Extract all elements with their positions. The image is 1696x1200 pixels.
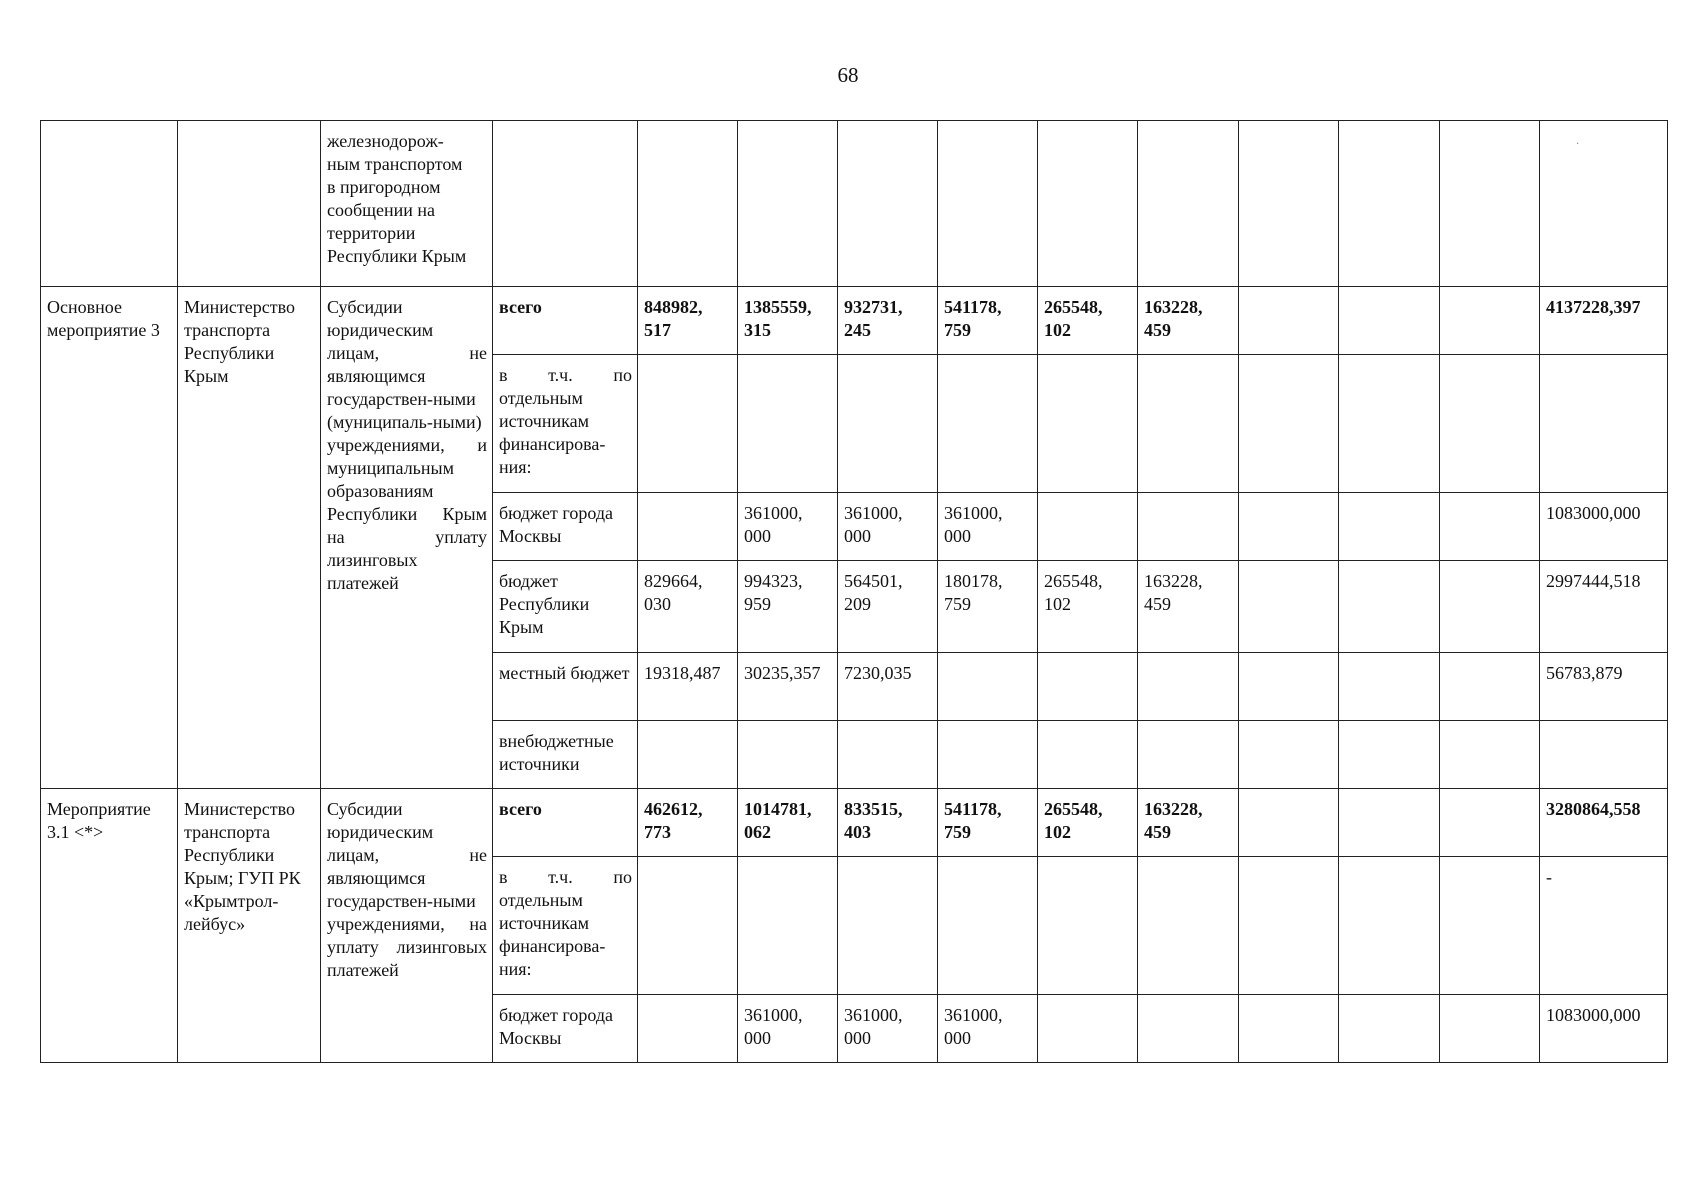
cell xyxy=(738,121,838,287)
value-cell xyxy=(838,355,938,493)
cell xyxy=(838,121,938,287)
value-cell xyxy=(1038,493,1138,561)
source-cell: внебюджетные источники xyxy=(493,721,638,789)
executor-cell: Министерство транспорта Республики Крым xyxy=(178,287,321,789)
total-cell: 1083000,000 xyxy=(1540,995,1668,1063)
value-cell xyxy=(1339,653,1440,721)
total-cell: 1083000,000 xyxy=(1540,493,1668,561)
budget-table xyxy=(40,120,1668,1063)
value-cell: 361000, 000 xyxy=(938,995,1038,1063)
value-cell xyxy=(1239,995,1339,1063)
value-cell xyxy=(1138,721,1239,789)
value-cell: 829664, 030 xyxy=(638,561,738,653)
page-number: 68 xyxy=(837,63,859,87)
value-cell: 848982, 517 xyxy=(638,287,738,355)
value-cell xyxy=(1339,721,1440,789)
value-cell xyxy=(1038,355,1138,493)
source-cell: бюджет города Москвы xyxy=(493,995,638,1063)
value-cell: 541178, 759 xyxy=(938,287,1038,355)
source-cell: бюджет города Москвы xyxy=(493,493,638,561)
source-cell: в т.ч. по отдельным источникам финансирова-ния: xyxy=(493,857,638,995)
value-cell: 361000, 000 xyxy=(738,995,838,1063)
value-cell xyxy=(1138,995,1239,1063)
value-cell xyxy=(638,857,738,995)
value-cell xyxy=(1038,995,1138,1063)
cell xyxy=(1138,121,1239,287)
value-cell: 833515, 403 xyxy=(838,789,938,857)
value-cell xyxy=(1440,653,1540,721)
cell xyxy=(1440,121,1540,287)
value-cell xyxy=(1038,857,1138,995)
value-cell xyxy=(938,653,1038,721)
cell xyxy=(1239,121,1339,287)
value-cell xyxy=(1138,857,1239,995)
value-cell xyxy=(1239,355,1339,493)
value-cell xyxy=(1138,493,1239,561)
value-cell xyxy=(1239,721,1339,789)
value-cell: 163228, 459 xyxy=(1138,287,1239,355)
value-cell xyxy=(1138,355,1239,493)
value-cell xyxy=(638,355,738,493)
cell xyxy=(1339,121,1440,287)
value-cell xyxy=(1239,287,1339,355)
value-cell xyxy=(1239,561,1339,653)
value-cell xyxy=(1440,355,1540,493)
value-cell xyxy=(738,857,838,995)
executor-cell: Министерство транспорта Республики Крым; ГУП РК «Крымтрол-лейбус» xyxy=(178,789,321,1063)
source-cell: всего xyxy=(493,287,638,355)
value-cell xyxy=(1440,995,1540,1063)
total-cell: 2997444,518 xyxy=(1540,561,1668,653)
value-cell: 265548, 102 xyxy=(1038,561,1138,653)
cell xyxy=(938,121,1038,287)
value-cell xyxy=(838,857,938,995)
value-cell: 932731, 245 xyxy=(838,287,938,355)
total-cell: 56783,879 xyxy=(1540,653,1668,721)
value-cell: 163228, 459 xyxy=(1138,561,1239,653)
value-cell xyxy=(1339,561,1440,653)
description-cell: железнодорож- ным транспортом в пригородном сообщении на территории Республики Крым xyxy=(321,121,493,287)
value-cell xyxy=(1239,857,1339,995)
value-cell: 541178, 759 xyxy=(938,789,1038,857)
value-cell xyxy=(938,355,1038,493)
measure-name-cell: Основное мероприятие 3 xyxy=(41,287,178,789)
value-cell: 1385559, 315 xyxy=(738,287,838,355)
value-cell xyxy=(1239,653,1339,721)
measure-name-cell: Мероприятие 3.1 <*> xyxy=(41,789,178,1063)
value-cell: 180178, 759 xyxy=(938,561,1038,653)
value-cell xyxy=(1339,995,1440,1063)
value-cell: 361000, 000 xyxy=(838,995,938,1063)
source-cell: в т.ч. по отдельным источникам финансирова-ния: xyxy=(493,355,638,493)
scan-speck: · xyxy=(1576,139,1580,150)
value-cell: 30235,357 xyxy=(738,653,838,721)
value-cell xyxy=(1239,493,1339,561)
cell xyxy=(41,121,178,287)
value-cell xyxy=(1038,721,1138,789)
value-cell: 361000, 000 xyxy=(838,493,938,561)
value-cell xyxy=(1440,493,1540,561)
value-cell: 564501, 209 xyxy=(838,561,938,653)
value-cell: 361000, 000 xyxy=(938,493,1038,561)
total-cell: 4137228,397 xyxy=(1540,287,1668,355)
description-cell: Субсидии юридическим лицам, не являющимся государствен-ными (муниципаль-ными) учреждениями, и муниципальным образованиям Республики Крым на уплату лизинговых платежей xyxy=(321,287,493,789)
value-cell xyxy=(1239,789,1339,857)
total-cell: 3280864,558 xyxy=(1540,789,1668,857)
table-row xyxy=(41,287,1668,355)
total-cell: - xyxy=(1540,857,1668,995)
description-cell: Субсидии юридическим лицам, не являющимся государствен-ными учреждениями, на уплату лизинговых платежей xyxy=(321,789,493,1063)
value-cell: 265548, 102 xyxy=(1038,789,1138,857)
total-cell xyxy=(1540,721,1668,789)
value-cell xyxy=(938,857,1038,995)
value-cell xyxy=(1339,355,1440,493)
value-cell xyxy=(638,721,738,789)
cell xyxy=(638,121,738,287)
value-cell xyxy=(1440,789,1540,857)
cell xyxy=(493,121,638,287)
value-cell xyxy=(1440,561,1540,653)
value-cell xyxy=(838,721,938,789)
value-cell: 994323, 959 xyxy=(738,561,838,653)
total-cell xyxy=(1540,355,1668,493)
source-cell: всего xyxy=(493,789,638,857)
value-cell xyxy=(1440,857,1540,995)
value-cell: 7230,035 xyxy=(838,653,938,721)
table-row xyxy=(41,121,1668,287)
value-cell xyxy=(1339,789,1440,857)
table-row xyxy=(41,789,1668,857)
value-cell xyxy=(1440,287,1540,355)
cell xyxy=(1540,121,1668,287)
value-cell xyxy=(938,721,1038,789)
value-cell xyxy=(1038,653,1138,721)
value-cell xyxy=(1440,721,1540,789)
cell xyxy=(178,121,321,287)
value-cell xyxy=(738,721,838,789)
source-cell: бюджет Республики Крым xyxy=(493,561,638,653)
value-cell: 163228, 459 xyxy=(1138,789,1239,857)
source-cell: местный бюджет xyxy=(493,653,638,721)
value-cell xyxy=(638,493,738,561)
value-cell: 361000, 000 xyxy=(738,493,838,561)
value-cell xyxy=(1339,857,1440,995)
value-cell xyxy=(1339,287,1440,355)
value-cell xyxy=(638,995,738,1063)
value-cell: 19318,487 xyxy=(638,653,738,721)
value-cell: 462612, 773 xyxy=(638,789,738,857)
value-cell xyxy=(738,355,838,493)
value-cell: 1014781, 062 xyxy=(738,789,838,857)
value-cell xyxy=(1339,493,1440,561)
value-cell: 265548, 102 xyxy=(1038,287,1138,355)
cell xyxy=(1038,121,1138,287)
value-cell xyxy=(1138,653,1239,721)
